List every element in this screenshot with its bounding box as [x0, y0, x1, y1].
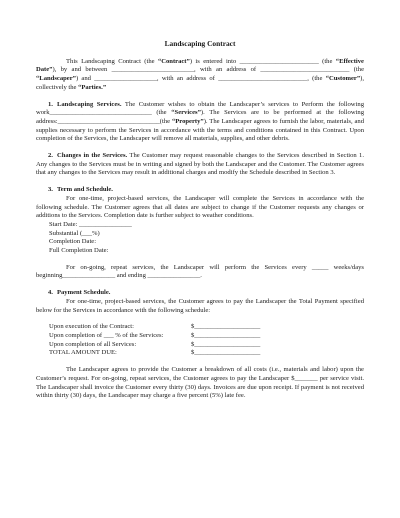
section-1-heading: Landscaping Services. — [56, 100, 122, 108]
customer-term: “Customer” — [325, 75, 361, 83]
landscaper-term: “Landscaper” — [36, 75, 76, 83]
section-3-heading: Term and Schedule. — [56, 186, 113, 194]
contract-term: “Contract” — [157, 57, 190, 65]
payment-row-label: TOTAL AMOUNT DUE: — [49, 349, 117, 357]
section-1-text-1: The Customer wishes to obtain the Landscaper’s services to Perform the following work_______________________________ (the — [36, 100, 364, 117]
payment-row — [49, 349, 364, 358]
payment-row-label: Upon completion of ___ % of the Services: — [49, 331, 164, 339]
payment-row-value: $____________________ — [191, 331, 261, 339]
section-3-onetime: For one-time, project-based services, the Landscaper will complete the Services in accordance with the following schedule. The Customer agrees that all dates are subject to change if the Customer requests any changes or additions to the Services. Completion date is further subject to weather conditions. — [36, 194, 364, 220]
payment-row — [49, 332, 364, 341]
section-2-text: The Customer may request reasonable changes to the Services described in Section 1. Any changes to the Services must be in writing and signed by both the Landscaper and the Customer. The Customer agrees that any changes to the Services may result in additional charges and modify the Schedule described in Section 3. — [36, 152, 364, 177]
payment-row-value: $____________________ — [191, 349, 261, 357]
property-term: “Property” — [171, 117, 204, 125]
payment-row-value: $____________________ — [191, 323, 261, 331]
payment-row-label: Upon completion of all Services: — [49, 340, 137, 348]
substantial-line: Substantial (___%) — [49, 229, 100, 237]
payment-row-value: $____________________ — [191, 340, 261, 348]
intro-text-1: This Landscaping Contract (the — [66, 57, 158, 65]
payment-schedule-table — [36, 323, 364, 358]
schedule-list — [36, 221, 364, 256]
intro-text-4: ) and ___________________, with an address of ___________________________, (the — [75, 75, 326, 83]
section-1-text-2: ). The Services are to be performed at the following address:_______________________________(the — [36, 109, 365, 125]
completion-date-line: Completion Date: — [49, 238, 97, 246]
full-completion-line: Full Completion Date: — [49, 247, 109, 255]
section-4-onetime: For one-time, project-based services, the Customer agrees to pay the Landscaper the Total Payment specified below for the Services in accordance with the following schedule: — [36, 297, 364, 314]
section-3-heading-line — [36, 186, 364, 195]
start-date-line: Start Date: ________________ — [49, 220, 132, 228]
effective-date-term: “Effective Date” — [36, 57, 364, 74]
intro-paragraph — [36, 58, 364, 93]
section-3-repeat: For on-going, repeat services, the Landscaper will perform the Services every _____ weeks/days beginning________________ and ending ________________. — [36, 263, 364, 280]
payment-row — [49, 341, 364, 350]
section-2-number: 2. — [48, 152, 53, 160]
services-term: “Services” — [171, 109, 201, 117]
payment-row — [49, 323, 364, 332]
section-4-heading-line — [36, 289, 364, 298]
section-2 — [36, 152, 364, 178]
section-3-number: 3. — [48, 186, 53, 194]
section-1-number: 1. — [48, 100, 53, 108]
payment-row-label: Upon execution of the Contract: — [49, 323, 134, 331]
document-title: Landscaping Contract — [164, 39, 236, 48]
section-4-breakdown: The Landscaper agrees to provide the Customer a breakdown of all costs (i.e., materials and labor) upon the Customer’s request. For on-going, repeat services, the Customer agrees to pay the Landscaper $_______ per service visit. The Landscaper shall invoice the Customer every thirty (30) days. Invoices are due upon receipt. If payment is not received within thirty (30) days, the Landscaper may charge a five percent (5%) late fee. — [36, 366, 364, 400]
intro-text-5: ), collectively the — [36, 75, 364, 91]
intro-text-3: ), by and between _________________________, with an address of ___________________________ (the — [52, 66, 364, 74]
section-4-heading: Payment Schedule. — [56, 289, 111, 297]
intro-text-2: ) is entered into ________________________ (the — [189, 57, 336, 65]
section-4-number: 4. — [48, 289, 53, 297]
parties-term: “Parties.” — [78, 83, 107, 91]
section-2-heading: Changes in the Services. — [56, 152, 128, 160]
section-1 — [36, 101, 364, 145]
section-1-text-3: ). The Landscaper agrees to furnish the labor, materials, and supplies necessary to perform the Services in accordance with the terms and conditions contained in this Contract. Upon completion of the Services, the Landscaper will remove all materials, supplies, and other debris. — [36, 117, 364, 143]
